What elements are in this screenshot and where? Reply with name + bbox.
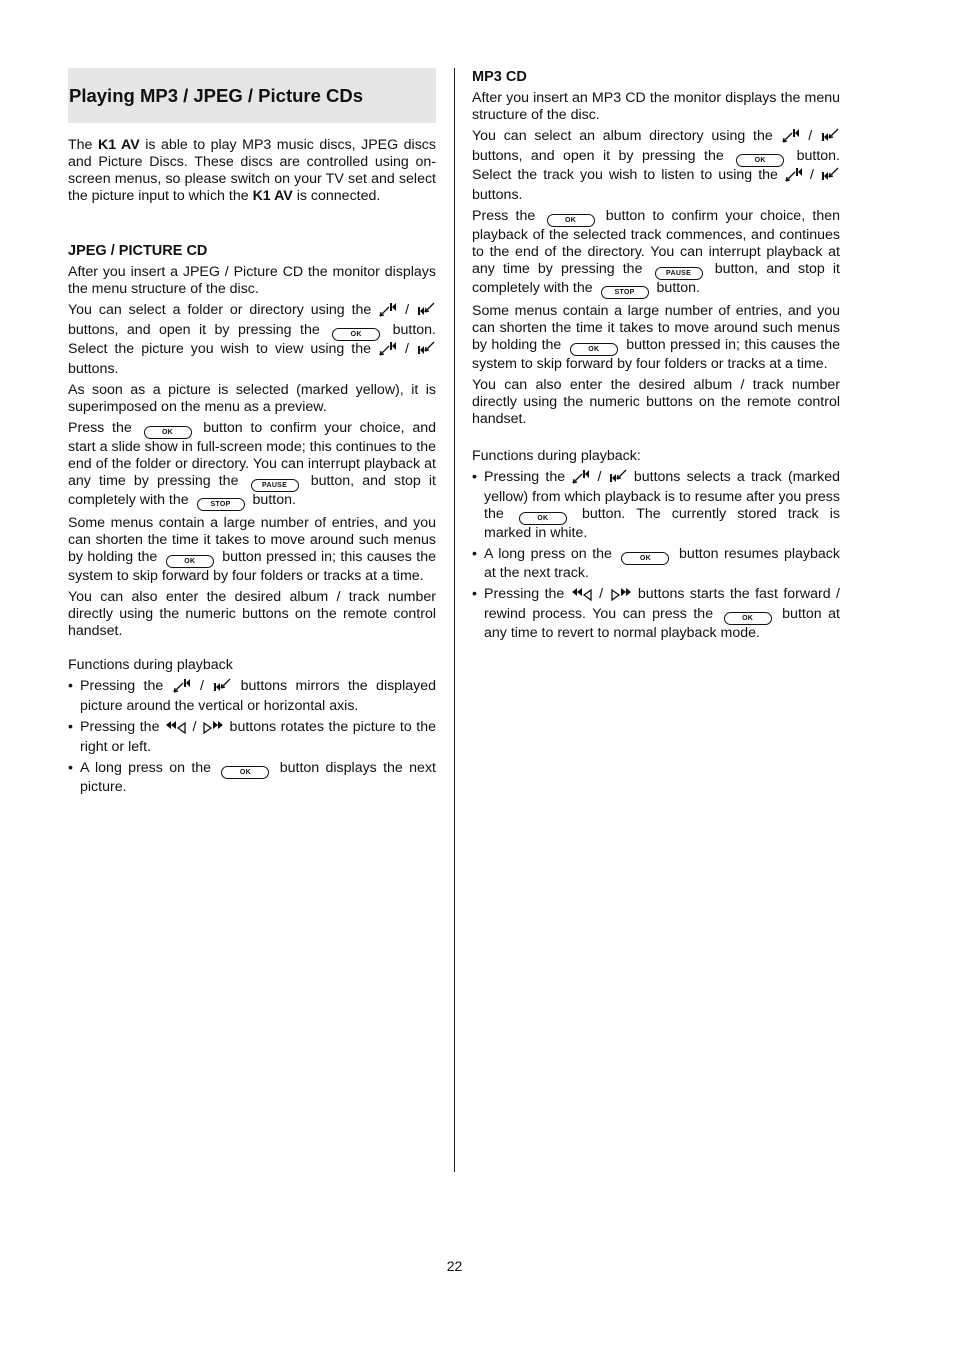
intro-paragraph: The K1 AV is able to play MP3 music discs, JPEG discs and Picture Discs. These discs are controlled using on-screen menus, so please switch on your TV set and select the picture input to which the K1 AV is connected. bbox=[68, 137, 436, 204]
stop-button: STOP bbox=[197, 498, 245, 511]
left-column bbox=[68, 68, 436, 800]
skip-up-icon bbox=[173, 678, 191, 698]
jpeg-paragraph: Press the OK button to confirm your choice, and start a slide show in full-screen mode; this continues to the end of the folder or directory. You can interrupt playback at any time by pressing the PAUSE button, and stop it completely with the STOP button. bbox=[68, 420, 436, 511]
jpeg-paragraph: You can also enter the desired album / track number directly using the numeric buttons on the remote control handset. bbox=[68, 589, 436, 639]
stop-button: STOP bbox=[601, 286, 649, 299]
mp3-heading: MP3 CD bbox=[472, 69, 527, 85]
jpeg-paragraph: You can select a folder or directory using the / buttons, and open it by pressing the OK button. Select the picture you wish to view using the / buttons. bbox=[68, 302, 436, 377]
rewind-icon bbox=[571, 587, 593, 606]
title-box bbox=[68, 68, 436, 123]
jpeg-heading: JPEG / PICTURE CD bbox=[68, 243, 208, 259]
jpeg-paragraph: After you insert a JPEG / Picture CD the monitor displays the menu structure of the disc. bbox=[68, 264, 436, 297]
skip-down-icon bbox=[821, 167, 839, 187]
ok-button: OK bbox=[332, 328, 380, 341]
brand-name: K1 AV bbox=[252, 188, 293, 204]
page-number: 22 bbox=[446, 1258, 463, 1274]
skip-up-icon bbox=[782, 128, 800, 148]
ok-button: OK bbox=[736, 154, 784, 167]
jpeg-paragraph: Some menus contain a large number of entries, and you can shorten the time it takes to move around such menus by holding the OK button pressed in; this causes the system to skip forward by four folders or tracks at a time. bbox=[68, 515, 436, 584]
fast-forward-icon bbox=[202, 720, 224, 739]
right-column bbox=[472, 68, 840, 646]
mp3-paragraph: Press the OK button to confirm your choice, then playback of the selected track commences, and continues to the end of the directory. You can interrupt playback at any time by pressing the PAUSE button, and stop it completely with the STOP button. bbox=[472, 208, 840, 299]
list-item: • Pressing the / buttons rotates the picture to the right or left. bbox=[68, 719, 436, 756]
skip-down-icon bbox=[417, 341, 435, 361]
list-item: • Pressing the / buttons selects a track (marked yellow) from which playback is to resume after you press the OK button. The currently stored track is marked in white. bbox=[472, 469, 840, 542]
skip-up-icon bbox=[785, 167, 803, 187]
skip-down-icon bbox=[213, 678, 231, 698]
ok-button: OK bbox=[144, 426, 192, 439]
skip-up-icon bbox=[572, 469, 590, 489]
rewind-icon bbox=[165, 720, 187, 739]
skip-up-icon bbox=[379, 341, 397, 361]
functions-label: Functions during playback bbox=[68, 657, 233, 673]
skip-up-icon bbox=[379, 302, 397, 322]
pause-button: PAUSE bbox=[655, 267, 703, 280]
mp3-paragraph: After you insert an MP3 CD the monitor displays the menu structure of the disc. bbox=[472, 90, 840, 123]
list-item: • Pressing the / buttons mirrors the displayed picture around the vertical or horizontal axis. bbox=[68, 678, 436, 715]
mp3-paragraph: You can also enter the desired album / track number directly using the numeric buttons on the remote control handset. bbox=[472, 377, 840, 427]
mp3-function-list bbox=[472, 469, 840, 642]
jpeg-paragraph: As soon as a picture is selected (marked yellow), it is superimposed on the menu as a preview. bbox=[68, 382, 436, 415]
ok-button: OK bbox=[547, 214, 595, 227]
fast-forward-icon bbox=[610, 587, 632, 606]
ok-button: OK bbox=[519, 512, 567, 525]
ok-button: OK bbox=[621, 552, 669, 565]
jpeg-function-list bbox=[68, 678, 436, 796]
column-divider bbox=[454, 68, 455, 1172]
skip-down-icon bbox=[821, 128, 839, 148]
brand-name: K1 AV bbox=[97, 137, 140, 153]
functions-label: Functions during playback: bbox=[472, 448, 641, 464]
mp3-paragraph: You can select an album directory using the / buttons, and open it by pressing the OK button. Select the track you wish to listen to using the / buttons. bbox=[472, 128, 840, 203]
ok-button: OK bbox=[724, 612, 772, 625]
skip-down-icon bbox=[417, 302, 435, 322]
mp3-paragraph: Some menus contain a large number of entries, and you can shorten the time it takes to move around such menus by holding the OK button pressed in; this causes the system to skip forward by four folders or tracks at a time. bbox=[472, 303, 840, 372]
list-item: • A long press on the OK button displays the next picture. bbox=[68, 760, 436, 796]
ok-button: OK bbox=[570, 343, 618, 356]
list-item: • A long press on the OK button resumes playback at the next track. bbox=[472, 546, 840, 582]
list-item: • Pressing the / buttons starts the fast forward / rewind process. You can press the OK button at any time to revert to normal playback mode. bbox=[472, 586, 840, 642]
pause-button: PAUSE bbox=[251, 479, 299, 492]
ok-button: OK bbox=[221, 766, 269, 779]
skip-down-icon bbox=[609, 469, 627, 489]
page-title: Playing MP3 / JPEG / Picture CDs bbox=[69, 85, 364, 106]
ok-button: OK bbox=[166, 555, 214, 568]
